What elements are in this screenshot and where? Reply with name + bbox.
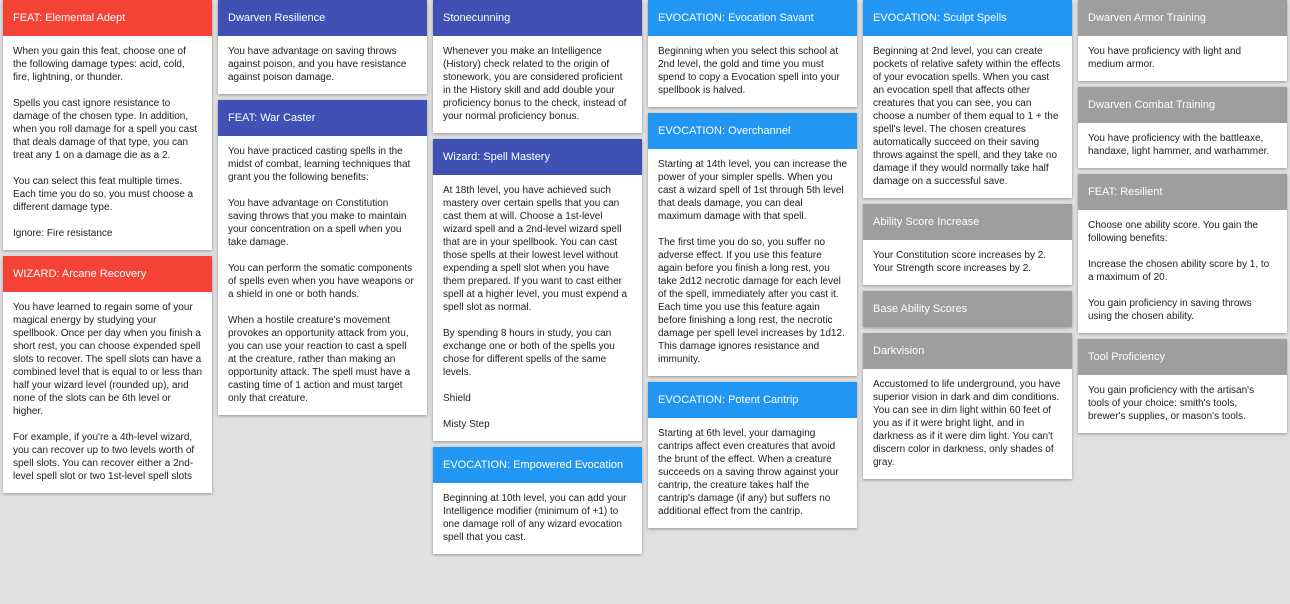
card-title[interactable]: Stonecunning [433,0,642,36]
card-text: Misty Step [443,419,490,430]
card-title[interactable]: EVOCATION: Overchannel [648,113,857,149]
card-title[interactable]: WIZARD: Arcane Recovery [3,256,212,292]
card-title[interactable]: Base Ability Scores [863,291,1072,327]
card-body [218,136,427,415]
card-text: Ignore: Fire resistance [13,228,113,239]
card-text: You have proficiency with the battleaxe, handaxe, light hammer, and warhammer. [1088,133,1270,157]
card-evocation-potent-cantrip[interactable] [648,382,857,528]
card-evocation-empowered-evocation[interactable] [433,447,642,554]
card-dwarven-combat-training[interactable] [1078,87,1287,168]
card-title[interactable]: Tool Proficiency [1078,339,1287,375]
card-text: You can perform the somatic components of spells even when you have weapons or a shield in one or both hands. [228,263,414,300]
card-feat-war-caster[interactable] [218,100,427,415]
column-3 [433,0,642,560]
card-body [218,36,427,94]
card-text: When you gain this feat, choose one of the following damage types: acid, cold, fire, lightning, or thunder. [13,46,186,83]
card-text: Spells you cast ignore resistance to damage of the chosen type. In addition, when you roll damage for a spell you cast that deals damage of that type, you can treat any 1 on a damage die as a 2. [13,98,197,161]
card-title[interactable]: Dwarven Combat Training [1078,87,1287,123]
card-body [433,483,642,554]
card-body [1078,210,1287,333]
card-body [863,369,1072,479]
card-body [3,36,212,250]
card-body [648,149,857,376]
card-text: For example, if you're a 4th-level wizard, you can recover up to two levels worth of spell slots. You can recover either a 2nd-level spell slot or two 1st-level spell slots [13,432,195,482]
column-1 [3,0,212,499]
card-text: You have practiced casting spells in the midst of combat, learning techniques that grant you the following benefits: [228,146,411,183]
card-text: At 18th level, you have achieved such mastery over certain spells that you can cast them at will. Choose a 1st-level wizard spell and a 2nd-level wizard spell that are in your spellbook. You can cast those spells at their lowest level without expending a spell slot when you have them prepared. If you want to cast either spell at a higher level, you must expend a spell slot as normal. [443,185,627,313]
card-title[interactable]: FEAT: War Caster [218,100,427,136]
card-title[interactable]: EVOCATION: Empowered Evocation [433,447,642,483]
card-text: By spending 8 hours in study, you can exchange one or both of the spells you chose for different spells of the same levels. [443,328,615,378]
card-body [863,240,1072,285]
card-text: Starting at 14th level, you can increase the power of your simpler spells. When you cast a wizard spell of 1st through 5th level that deals damage, you can deal maximum damage with that spell. [658,159,848,222]
card-text: Accustomed to life underground, you have superior vision in dark and dim conditions. You can see in dim light within 60 feet of you as if it were bright light, and in darkness as if it were dim light. You can't discern color in darkness, only shades of gray. [873,379,1061,468]
card-body [1078,123,1287,168]
card-text: Whenever you make an Intelligence (History) check related to the origin of stonework, you are considered proficient in the History skill and add double your proficiency bonus to the check, instead of your normal proficiency bonus. [443,46,627,122]
card-body [1078,36,1287,81]
card-dwarven-resilience[interactable] [218,0,427,94]
card-base-ability-scores[interactable] [863,291,1072,327]
card-body [3,292,212,493]
column-5 [863,0,1072,485]
card-body [433,175,642,441]
column-4 [648,0,857,534]
card-text: Starting at 6th level, your damaging cantrips affect even creatures that avoid the brunt of the effect. When a creature succeeds on a saving throw against your cantrip, the creature takes half the cantrip's damage (if any) but suffers no additional effect from the cantrip. [658,428,839,517]
card-text: Beginning when you select this school at 2nd level, the gold and time you must spend to copy a Evocation spell into your spellbook is halved. [658,46,840,96]
card-stonecunning[interactable] [433,0,642,133]
card-darkvision[interactable] [863,333,1072,479]
card-dwarven-armor-training[interactable] [1078,0,1287,81]
card-body [863,36,1072,198]
card-body [648,36,857,107]
card-tool-proficiency[interactable] [1078,339,1287,433]
card-text: The first time you do so, you suffer no adverse effect. If you use this feature again before you finish a long rest, you take 2d12 necrotic damage for each level of the spell, immediately after you cast it. Each time you use this feature again before finishing a long rest, the necrotic damage per spell level increases by 1d12. This damage ignores resistance and immunity. [658,237,845,365]
card-title[interactable]: Wizard: Spell Mastery [433,139,642,175]
card-text: When a hostile creature's movement provokes an opportunity attack from you, you can use your reaction to cast a spell at the creature, rather than making an opportunity attack. The spell must have a casting time of 1 action and must target only that creature. [228,315,411,404]
card-evocation-sculpt-spells[interactable] [863,0,1072,198]
card-feat-elemental-adept[interactable] [3,0,212,250]
card-text: You can select this feat multiple times. Each time you do so, you must choose a different damage type. [13,176,194,213]
card-text: You have learned to regain some of your magical energy by studying your spellbook. Once per day when you finish a short rest, you can choose expended spell slots to recover. The spell slots can have a combined level that is equal to or less than half your wizard level (rounded up), and none of the slots can be 6th level or higher. [13,302,202,417]
card-text: Your Constitution score increases by 2. Your Strength score increases by 2. [873,250,1047,274]
card-text: Shield [443,393,471,404]
card-title[interactable]: Darkvision [863,333,1072,369]
card-text: You have advantage on saving throws against poison, and you have resistance against poison damage. [228,46,407,83]
card-evocation-savant[interactable] [648,0,857,107]
card-text: Increase the chosen ability score by 1, to a maximum of 20. [1088,259,1270,283]
card-text: Beginning at 10th level, you can add your Intelligence modifier (minimum of +1) to one damage roll of any wizard evocation spell that you cast. [443,493,627,543]
card-title[interactable]: EVOCATION: Sculpt Spells [863,0,1072,36]
card-wizard-spell-mastery[interactable] [433,139,642,441]
card-feat-resilient[interactable] [1078,174,1287,333]
card-wizard-arcane-recovery[interactable] [3,256,212,493]
card-text: You have proficiency with light and medium armor. [1088,46,1242,70]
card-title[interactable]: Dwarven Resilience [218,0,427,36]
card-title[interactable]: Dwarven Armor Training [1078,0,1287,36]
card-text: You have advantage on Constitution saving throws that you make to maintain your concentration on a spell when you take damage. [228,198,407,248]
card-text: Choose one ability score. You gain the following benefits: [1088,220,1259,244]
card-body [648,418,857,528]
card-title[interactable]: FEAT: Resilient [1078,174,1287,210]
column-2 [218,0,427,421]
card-title[interactable]: EVOCATION: Evocation Savant [648,0,857,36]
card-ability-score-increase[interactable] [863,204,1072,285]
column-6 [1078,0,1287,439]
card-evocation-overchannel[interactable] [648,113,857,376]
card-text: You gain proficiency in saving throws using the chosen ability. [1088,298,1252,322]
card-title[interactable]: FEAT: Elemental Adept [3,0,212,36]
card-title[interactable]: EVOCATION: Potent Cantrip [648,382,857,418]
card-text: You gain proficiency with the artisan's tools of your choice: smith's tools, brewer's supplies, or mason's tools. [1088,385,1255,422]
card-body [433,36,642,133]
card-text: Beginning at 2nd level, you can create pockets of relative safety within the effects of your evocation spells. When you cast an evocation spell that affects other creatures that you can see, you can choose a number of them equal to 1 + the spell's level. The chosen creatures automatically succeed on their saving throws against the spell, and they take no damage if they would normally take half damage on a successful save. [873,46,1061,187]
card-title[interactable]: Ability Score Increase [863,204,1072,240]
card-body [1078,375,1287,433]
